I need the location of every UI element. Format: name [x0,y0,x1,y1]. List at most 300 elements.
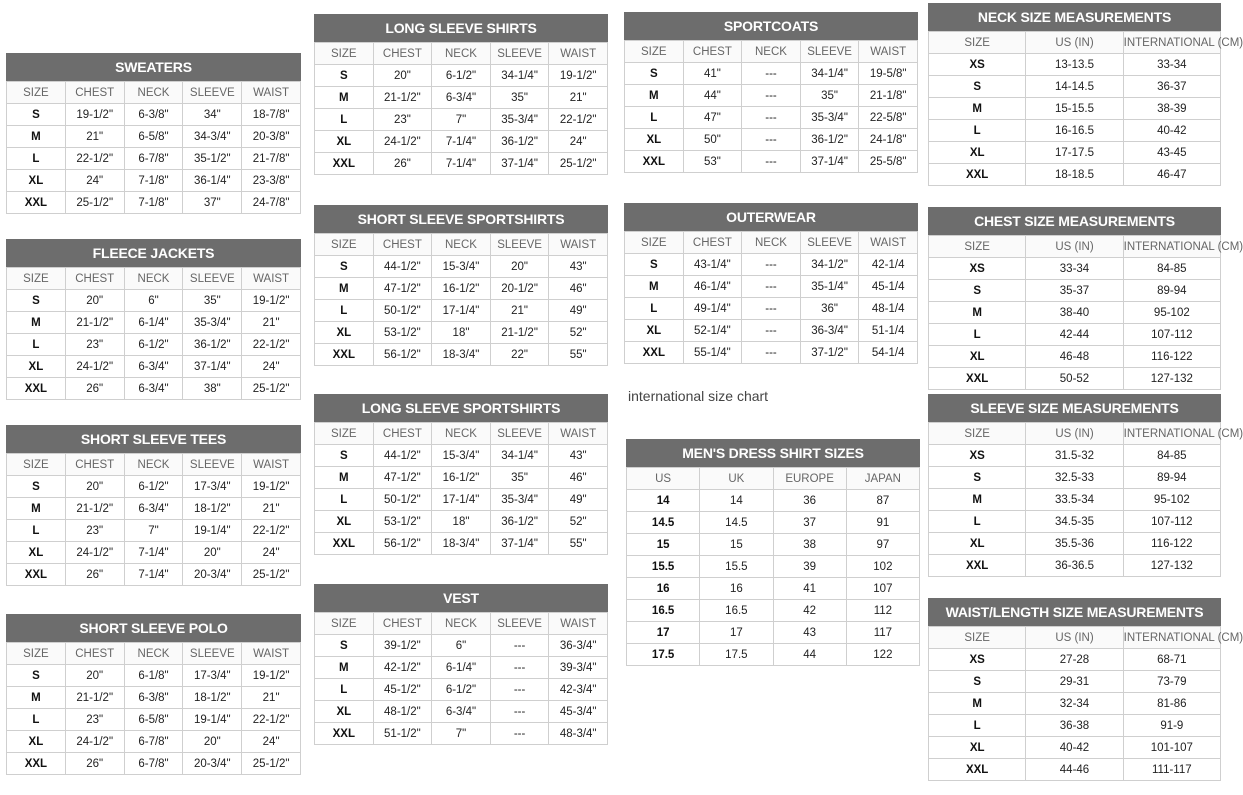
table-cell: 36 [773,490,846,512]
table-cell: 42-1/4 [859,254,918,276]
table-cell: 34" [183,104,242,126]
header-row [315,613,608,635]
table-cell: 6-7/8" [124,148,183,170]
column-header: CHEST [373,613,432,635]
column-header: SIZE [7,82,66,104]
size-label-cell: XL [929,346,1026,368]
table-cell: 50-52 [1026,368,1123,390]
size-label-cell: 17.5 [627,644,700,666]
table-row [315,109,608,131]
column-header: NECK [124,268,183,290]
size-label-cell: M [929,489,1026,511]
column-header: SLEEVE [490,43,549,65]
column-header: NECK [432,43,491,65]
table-cell: 36" [800,298,859,320]
size-label-cell: XXL [315,533,374,555]
table-row [7,148,301,170]
table-row [315,300,608,322]
size-label-cell: XXL [929,164,1026,186]
column-header: SLEEVE [183,643,242,665]
table-cell: 35" [490,467,549,489]
column-header: JAPAN [846,468,919,490]
table-cell: 19-1/2" [242,476,301,498]
table-row [7,542,301,564]
table-title: SPORTCOATS [624,12,918,40]
table-cell: 24-1/8" [859,129,918,151]
table-title: SHORT SLEEVE TEES [6,425,301,453]
table-cell: 21-1/2" [65,687,124,709]
table-cell: 20-3/8" [242,126,301,148]
table-cell: 22-1/2" [549,109,608,131]
table-row [315,131,608,153]
table-cell: 19-5/8" [859,63,918,85]
table-cell: 49" [549,489,608,511]
table-cell: 18-7/8" [242,104,301,126]
table-cell: 42-1/2" [373,657,432,679]
size-label-cell: L [7,520,66,542]
size-label-cell: XL [7,542,66,564]
chest-size-measurements-table [928,207,1243,390]
size-label-cell: XL [7,731,66,753]
table-cell: 46" [549,278,608,300]
table-cell: 6-7/8" [124,753,183,775]
table-row [315,87,608,109]
table-cell: 25-1/2" [242,564,301,586]
table-row [7,312,301,334]
table-cell: 35-3/4" [800,107,859,129]
table-cell: 16.5 [700,600,773,622]
table-cell: 55" [549,344,608,366]
size-label-cell: L [315,489,374,511]
table-cell: 36-1/2" [800,129,859,151]
table-row [627,622,920,644]
header-row [929,236,1221,258]
table-cell: 50-1/2" [373,489,432,511]
table-cell: 44" [683,85,742,107]
size-label-cell: M [625,276,684,298]
table-cell: 25-5/8" [859,151,918,173]
column-header: NECK [124,643,183,665]
table-row [929,511,1221,533]
column-header: CHEST [373,423,432,445]
table-cell: 34-1/4" [490,445,549,467]
size-label-cell: XXL [315,723,374,745]
size-label-cell: M [315,278,374,300]
size-label-cell: M [7,687,66,709]
table-cell: 17-1/4" [432,300,491,322]
table-cell: 7-1/4" [124,542,183,564]
column-header: CHEST [65,454,124,476]
table-cell: 43" [549,256,608,278]
table-cell: 107 [846,578,919,600]
table-row [315,489,608,511]
size-label-cell: M [315,87,374,109]
header-row [7,643,301,665]
table-row [929,54,1221,76]
size-label-cell: XXL [929,555,1026,577]
column-header: WAIST [549,234,608,256]
column-header: NECK [124,82,183,104]
table-row [627,556,920,578]
table-cell: --- [490,679,549,701]
header-row [315,423,608,445]
table-cell: 24" [242,356,301,378]
column-header: NECK [432,423,491,445]
table-row [929,693,1221,715]
column-header: SIZE [315,43,374,65]
table-row [7,564,301,586]
table-cell: 6-1/2" [124,334,183,356]
size-label-cell: XL [7,356,66,378]
size-label-cell: XS [929,54,1026,76]
table-cell: 51-1/2" [373,723,432,745]
table-cell: 45-1/4 [859,276,918,298]
size-label-cell: S [929,467,1026,489]
table-cell: 18-18.5 [1026,164,1123,186]
table-cell: 16 [700,578,773,600]
neck-size-measurements-table [928,3,1243,186]
table-cell: 6-3/4" [124,378,183,400]
size-label-cell: 16 [627,578,700,600]
table-cell: 87 [846,490,919,512]
table-title: MEN'S DRESS SHIRT SIZES [626,439,920,467]
table-cell: 36-37 [1123,76,1220,98]
table-row [315,278,608,300]
table-cell: 84-85 [1123,258,1220,280]
table-cell: 39-3/4" [549,657,608,679]
table-cell: 34-1/4" [490,65,549,87]
table-cell: 116-122 [1123,346,1220,368]
table-cell: 20" [183,542,242,564]
table-cell: 6-3/4" [432,87,491,109]
table-row [315,701,608,723]
table-cell: 52" [549,511,608,533]
table-cell: 42 [773,600,846,622]
size-label-cell: M [315,657,374,679]
table-cell: 22" [490,344,549,366]
size-label-cell: S [929,76,1026,98]
size-label-cell: S [315,256,374,278]
size-table [626,467,920,666]
size-label-cell: M [929,98,1026,120]
size-label-cell: XXL [7,378,66,400]
size-label-cell: XL [315,131,374,153]
column-header: WAIST [549,613,608,635]
size-table [624,40,918,173]
table-title: FLEECE JACKETS [6,239,301,267]
size-label-cell: XXL [315,153,374,175]
table-cell: 35" [800,85,859,107]
size-label-cell: S [929,671,1026,693]
size-label-cell: XXL [929,368,1026,390]
table-cell: 25-1/2" [549,153,608,175]
table-cell: 19-1/2" [242,290,301,312]
table-cell: 122 [846,644,919,666]
column-header: WAIST [242,643,301,665]
table-cell: 18-1/2" [183,498,242,520]
header-row [7,268,301,290]
size-label-cell: S [315,445,374,467]
table-cell: 6-1/2" [124,476,183,498]
size-label-cell: 16.5 [627,600,700,622]
column-header: EUROPE [773,468,846,490]
column-header: SIZE [315,423,374,445]
table-cell: 95-102 [1123,302,1220,324]
size-label-cell: M [7,126,66,148]
table-row [929,489,1221,511]
table-cell: 6-5/8" [124,709,183,731]
table-row [7,104,301,126]
table-cell: 36-38 [1026,715,1123,737]
sportcoats-table [624,12,918,173]
table-cell: 44 [773,644,846,666]
table-cell: 48-1/4 [859,298,918,320]
column-header: SIZE [625,232,684,254]
table-cell: 35" [490,87,549,109]
table-cell: 42-3/4" [549,679,608,701]
table-row [7,665,301,687]
size-label-cell: L [625,298,684,320]
table-cell: 21" [549,87,608,109]
table-cell: 16-1/2" [432,278,491,300]
table-cell: 16-16.5 [1026,120,1123,142]
size-label-cell: XS [929,649,1026,671]
table-row [315,467,608,489]
table-cell: 21-1/2" [65,498,124,520]
table-title: CHEST SIZE MEASUREMENTS [928,207,1221,235]
table-row [315,533,608,555]
table-cell: 26" [65,378,124,400]
size-label-cell: L [625,107,684,129]
size-table [624,231,918,364]
table-cell: --- [490,657,549,679]
table-cell: --- [742,298,801,320]
table-row [315,657,608,679]
size-label-cell: M [315,467,374,489]
size-label-cell: XL [315,511,374,533]
table-row [625,254,918,276]
table-cell: --- [742,151,801,173]
size-label-cell: 14 [627,490,700,512]
column-header: US (IN) [1026,423,1123,445]
table-row [7,731,301,753]
table-cell: 20-3/4" [183,753,242,775]
column-header: NECK [124,454,183,476]
table-cell: 35-3/4" [490,489,549,511]
table-cell: 35-37 [1026,280,1123,302]
table-cell: 45-1/2" [373,679,432,701]
table-cell: 18-3/4" [432,533,491,555]
table-row [315,445,608,467]
table-cell: 44-1/2" [373,256,432,278]
table-cell: 36-3/4" [549,635,608,657]
table-title: LONG SLEEVE SHIRTS [314,14,608,42]
size-label-cell: M [929,302,1026,324]
table-row [7,709,301,731]
size-label-cell: L [929,511,1026,533]
table-row [625,107,918,129]
table-cell: 54-1/4 [859,342,918,364]
table-row [929,302,1221,324]
table-row [929,76,1221,98]
table-row [929,533,1221,555]
table-cell: 6-1/2" [432,679,491,701]
size-label-cell: S [315,635,374,657]
table-cell: 20-1/2" [490,278,549,300]
table-row [315,256,608,278]
table-row [627,644,920,666]
table-cell: 42-44 [1026,324,1123,346]
table-cell: 95-102 [1123,489,1220,511]
table-cell: --- [490,635,549,657]
table-cell: 21" [242,312,301,334]
header-row [7,454,301,476]
table-cell: 20" [490,256,549,278]
table-cell: 36-36.5 [1026,555,1123,577]
table-cell: 53" [683,151,742,173]
table-cell: 37-1/4" [800,151,859,173]
table-cell: 52-1/4" [683,320,742,342]
table-cell: 22-1/2" [65,148,124,170]
table-cell: 20" [65,290,124,312]
table-cell: 23" [65,520,124,542]
table-cell: 24-7/8" [242,192,301,214]
table-cell: 15.5 [700,556,773,578]
table-row [7,378,301,400]
table-row [315,635,608,657]
table-cell: 41" [683,63,742,85]
table-cell: 19-1/4" [183,520,242,542]
table-cell: 89-94 [1123,280,1220,302]
table-cell: 24-1/2" [65,542,124,564]
table-cell: 14 [700,490,773,512]
column-header: US (IN) [1026,236,1123,258]
table-cell: --- [742,276,801,298]
table-cell: 33-34 [1026,258,1123,280]
table-row [7,192,301,214]
size-label-cell: XL [625,129,684,151]
table-title: NECK SIZE MEASUREMENTS [928,3,1221,31]
table-cell: 43-1/4" [683,254,742,276]
column-header: SLEEVE [183,82,242,104]
table-cell: --- [742,85,801,107]
size-label-cell: 17 [627,622,700,644]
size-label-cell: M [929,693,1026,715]
table-cell: 6-7/8" [124,731,183,753]
table-cell: 24-1/2" [65,731,124,753]
table-row [7,687,301,709]
column-header: SIZE [7,454,66,476]
table-cell: 35-3/4" [183,312,242,334]
table-cell: 7-1/4" [432,153,491,175]
table-cell: 53-1/2" [373,322,432,344]
table-row [929,445,1221,467]
column-header: CHEST [65,268,124,290]
size-label-cell: S [7,290,66,312]
table-cell: 19-1/2" [242,665,301,687]
table-cell: 14-14.5 [1026,76,1123,98]
table-row [929,258,1221,280]
table-row [625,151,918,173]
table-cell: 35.5-36 [1026,533,1123,555]
table-cell: 6-3/4" [432,701,491,723]
table-row [7,498,301,520]
size-label-cell: XL [7,170,66,192]
table-cell: 15-15.5 [1026,98,1123,120]
size-table [6,453,301,586]
column-header: INTERNATIONAL (CM) [1123,627,1220,649]
column-header: SIZE [7,268,66,290]
table-row [7,476,301,498]
table-row [627,490,920,512]
table-cell: 46-48 [1026,346,1123,368]
table-cell: 21" [242,498,301,520]
table-cell: 43-45 [1123,142,1220,164]
sweaters-table [6,53,301,214]
column-header: SLEEVE [490,234,549,256]
table-cell: 19-1/4" [183,709,242,731]
table-cell: 36-1/2" [490,131,549,153]
size-label-cell: M [7,312,66,334]
table-cell: 6-1/2" [432,65,491,87]
long-sleeve-sportshirts-table [314,394,608,555]
table-row [7,290,301,312]
table-cell: 7-1/8" [124,170,183,192]
table-cell: 97 [846,534,919,556]
table-cell: 6-3/4" [124,356,183,378]
table-row [929,120,1221,142]
table-cell: 13-13.5 [1026,54,1123,76]
table-cell: 25-1/2" [242,753,301,775]
table-cell: 37-1/4" [183,356,242,378]
column-header: UK [700,468,773,490]
table-cell: 24-1/2" [373,131,432,153]
table-cell: 46-47 [1123,164,1220,186]
size-label-cell: XL [929,142,1026,164]
table-cell: 7-1/4" [124,564,183,586]
size-label-cell: XXL [625,342,684,364]
size-label-cell: XL [929,533,1026,555]
column-header: NECK [432,613,491,635]
size-label-cell: XL [625,320,684,342]
table-cell: 23" [65,334,124,356]
table-cell: --- [490,701,549,723]
size-label-cell: S [315,65,374,87]
table-cell: 111-117 [1123,759,1220,781]
size-label-cell: XXL [7,753,66,775]
table-cell: --- [742,63,801,85]
table-cell: 21" [65,126,124,148]
table-cell: 37" [183,192,242,214]
size-label-cell: XS [929,445,1026,467]
column-header: SLEEVE [800,41,859,63]
table-cell: 102 [846,556,919,578]
table-row [7,520,301,542]
table-row [929,368,1221,390]
column-header: WAIST [549,43,608,65]
table-cell: 101-107 [1123,737,1220,759]
header-row [625,41,918,63]
column-header: WAIST [859,232,918,254]
table-cell: 43" [549,445,608,467]
table-cell: 17-17.5 [1026,142,1123,164]
table-row [625,320,918,342]
table-cell: 7" [124,520,183,542]
table-cell: 17-1/4" [432,489,491,511]
table-cell: 38" [183,378,242,400]
table-cell: 16-1/2" [432,467,491,489]
table-cell: 107-112 [1123,324,1220,346]
